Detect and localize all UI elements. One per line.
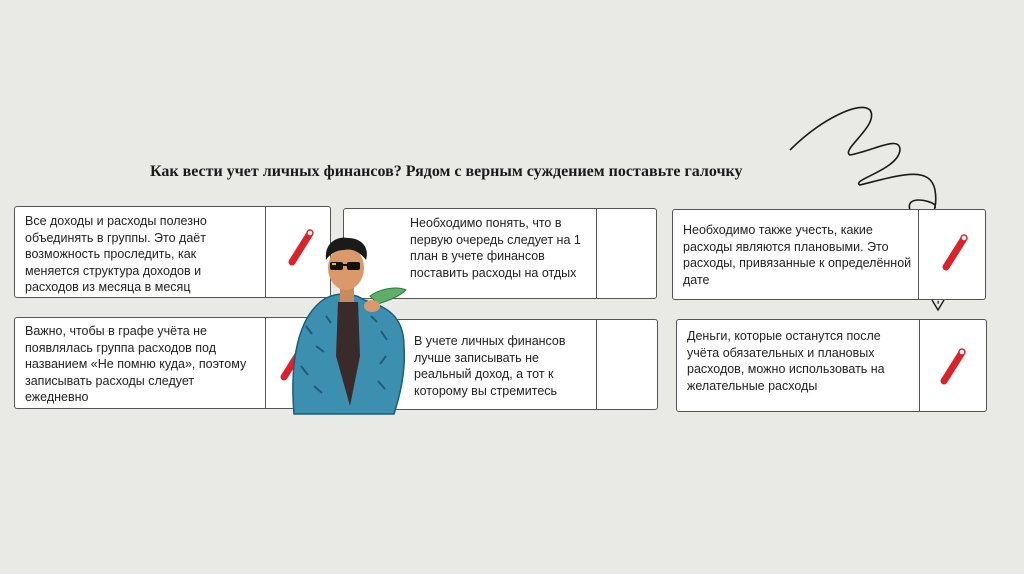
divider <box>265 207 266 297</box>
statement-card-6 <box>676 319 987 412</box>
statement-text: Необходимо понять, что в первую очередь следует на 1 план в учете финансов поставить расходы на отдых <box>410 216 581 280</box>
divider <box>918 210 919 299</box>
statement-text: Важно, чтобы в графе учёта не появлялась группа расходов под названием «Не помню куда», поэтому записывать расходы следует ежедневно <box>25 324 247 404</box>
divider <box>919 320 920 411</box>
statement-card-1 <box>14 206 331 298</box>
statement-text: Необходимо также учесть, какие расходы являются плановыми. Это расходы, привязанные к определённой дате <box>683 223 912 287</box>
character-illustration <box>286 236 416 416</box>
statement-card-3 <box>672 209 986 300</box>
empty-check-cell[interactable] <box>597 320 657 409</box>
statement-text: Все доходы и расходы полезно объединять в группы. Это даёт возможность проследить, как меняется структура доходов и расходов из месяца в месяц <box>25 214 207 294</box>
check-mark-icon[interactable] <box>941 232 971 272</box>
check-mark-icon[interactable] <box>939 346 969 386</box>
empty-check-cell[interactable] <box>597 209 657 298</box>
statement-text: В учете личных финансов лучше записывать не реальный доход, а тот к которому вы стремитесь <box>414 334 566 398</box>
page-title: Как вести учет личных финансов? Рядом с верным суждением поставьте галочку <box>150 163 743 180</box>
statement-text: Деньги, которые останутся после учёта обязательных и плановых расходов, можно использовать на желательные расходы <box>687 329 885 393</box>
statement-card-4 <box>14 317 331 409</box>
divider <box>265 318 266 408</box>
